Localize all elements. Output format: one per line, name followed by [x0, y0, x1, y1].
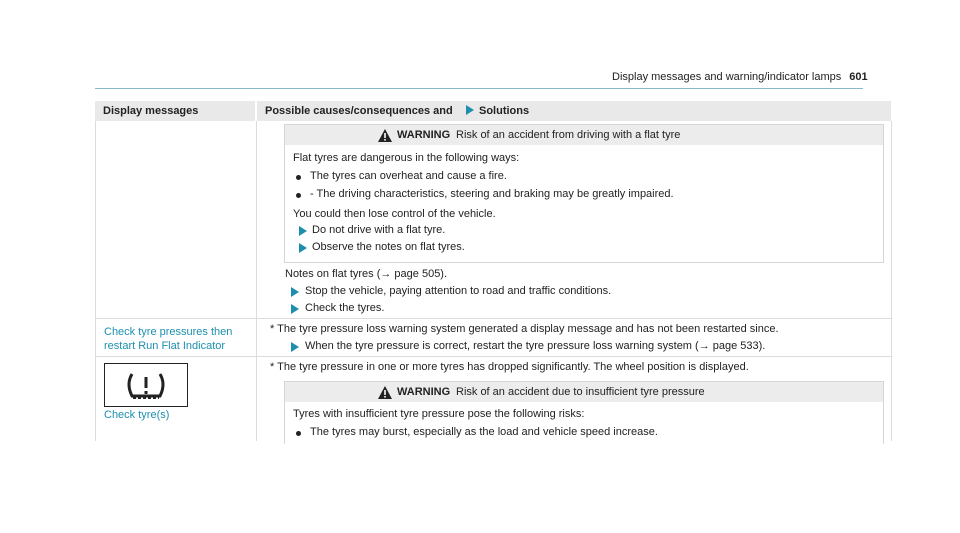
- warning-bullet-1: The tyres may burst, especially as the load and vehicle speed increase.: [310, 426, 658, 438]
- solutions-arrow-icon: [466, 105, 474, 115]
- warning-label: WARNING: [397, 129, 451, 141]
- row2-step: When the tyre pressure is correct, restart the tyre pressure loss warning system (→ page 533).: [305, 340, 766, 352]
- running-head: [612, 71, 868, 83]
- notes-flat-tyres: Notes on flat tyres (→ page 505).: [285, 268, 448, 280]
- row1-step-2: Check the tyres.: [305, 302, 385, 314]
- bullet: [296, 193, 301, 198]
- warning-bullet-2: - The driving characteristics, steering and braking may be greatly impaired.: [310, 188, 674, 200]
- col2-header-label: Possible causes/consequences and: [265, 105, 453, 117]
- step-arrow-icon: [291, 304, 299, 314]
- tyre-pressure-warning-icon: [104, 363, 188, 407]
- warning-box-insufficient-pressure: [284, 381, 884, 444]
- warning-label: WARNING: [397, 386, 451, 398]
- warning-intro: Flat tyres are dangerous in the following ways:: [293, 152, 520, 164]
- row3-cause: * The tyre pressure in one or more tyres has dropped significantly. The wheel position is displayed.: [270, 361, 749, 373]
- col2-header-solutions: Solutions: [479, 105, 530, 117]
- table-header-col1: [95, 101, 255, 121]
- warning-step-2: Observe the notes on flat tyres.: [312, 241, 465, 253]
- table-column-rule: [256, 121, 257, 441]
- warning-text: Risk of an accident from driving with a flat tyre: [456, 129, 681, 141]
- step-arrow-icon: [291, 287, 299, 297]
- row-divider-2: [95, 356, 892, 357]
- table-header-col2: [257, 101, 891, 121]
- bullet: [296, 431, 301, 436]
- col1-header-label: Display messages: [103, 105, 199, 117]
- warning-bullet-1: The tyres can overheat and cause a fire.: [310, 170, 507, 182]
- step-arrow-icon: [291, 342, 299, 352]
- warning-triangle-icon: [378, 386, 392, 399]
- message-check-tyre-pressures: Check tyre pressures then: [104, 326, 233, 338]
- page-number: 601: [849, 71, 868, 83]
- message-restart-rfi: restart Run Flat Indicator: [104, 340, 226, 352]
- header-rule: [95, 88, 863, 89]
- table-left-rule: [95, 121, 96, 441]
- table-right-rule: [891, 121, 892, 441]
- warning-step-1: Do not drive with a flat tyre.: [312, 224, 446, 236]
- warning-intro: Tyres with insufficient tyre pressure pose the following risks:: [293, 408, 585, 420]
- row-divider-1: [95, 318, 892, 319]
- message-check-tyres: Check tyre(s): [104, 409, 170, 421]
- warning-text: Risk of an accident due to insufficient tyre pressure: [456, 386, 705, 398]
- warning-control-text: You could then lose control of the vehicle.: [293, 208, 496, 220]
- warning-triangle-icon: [378, 129, 392, 142]
- step-arrow-icon: [299, 243, 307, 253]
- step-arrow-icon: [299, 226, 307, 236]
- running-head-title: Display messages and warning/indicator lamps: [612, 71, 842, 83]
- row1-step-1: Stop the vehicle, paying attention to road and traffic conditions.: [305, 285, 612, 297]
- bullet: [296, 175, 301, 180]
- warning-box-flat-tyre: [284, 124, 884, 263]
- row2-cause: * The tyre pressure loss warning system generated a display message and has not been restarted since.: [270, 323, 779, 335]
